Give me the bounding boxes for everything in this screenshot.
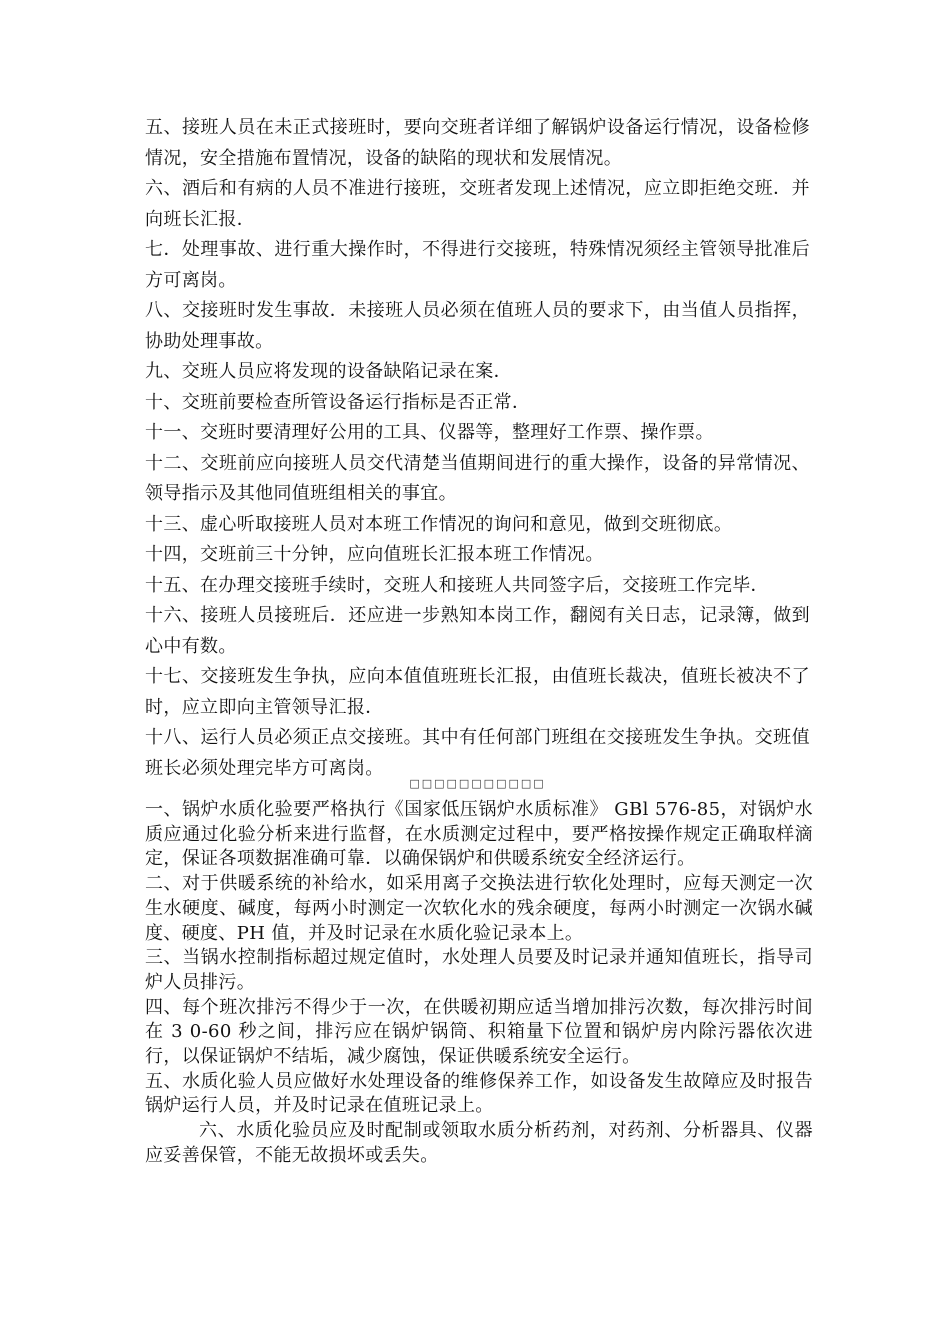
rule-paragraph: 八、交接班时发生事故．未接班人员必须在值班人员的要求下，由当值人员指挥，协助处理事故。 <box>145 300 810 352</box>
rule-paragraph: 九、交班人员应将发现的设备缺陷记录在案． <box>145 361 512 382</box>
rule-paragraph: 十五、在办理交接班手续时，交班人和接班人共同签字后，交接班工作完毕． <box>145 574 769 596</box>
rule-paragraph: 十、交班前要检查所管设备运行指标是否正常． <box>145 391 531 413</box>
rule-paragraph: 七．处理事故、进行重大操作时，不得进行交接班，特殊情况须经主管领导批准后方可离岗。 <box>145 239 810 291</box>
rule-paragraph: 四、每个班次排污不得少于一次，在供暖初期应适当增加排污次数，每次排污时间在 3 0-60 秒之间，排污应在锅炉锅筒、积箱量下位置和锅炉房内除污器依次进行，以保证锅炉不结垢，减少腐蚀，保证供暖系统安全运行。 <box>145 996 813 1068</box>
rule-paragraph: 一、锅炉水质化验要严格执行《国家低压锅炉水质标准》 GBl 576-85，对锅炉水质应通过化验分析来进行监督，在水质测定过程中，要严格按操作规定正确取样滴定，保证各项数据准确可靠．以确保锅炉和供暖系统安全经济运行。 <box>145 799 813 870</box>
rule-paragraph: 十八、运行人员必须正点交接班。其中有任何部门班组在交接班发生争执。交班值班长必须处理完毕方可离岗。 <box>145 727 810 779</box>
rule-paragraph: 六、酒后和有病的人员不准进行接班，交班者发现上述情况，应立即拒绝交班．并向班长汇报． <box>145 178 810 230</box>
rule-paragraph: 十二、交班前应向接班人员交代清楚当值期间进行的重大操作，设备的异常情况、领导指示及其他同值班组相关的事宜。 <box>145 452 810 504</box>
shift-handover-rules <box>145 113 810 784</box>
rule-paragraph: 三、当锅水控制指标超过规定值时，水处理人员要及时记录并通知值班长，指导司炉人员排污。 <box>145 947 813 993</box>
rule-paragraph: 十三、虚心听取接班人员对本班工作情况的询问和意见，做到交班彻底。 <box>145 513 733 535</box>
section-heading: □□□□□□□□□□□ <box>409 777 546 790</box>
rule-paragraph: 十一、交班时要清理好公用的工具、仪器等，整理好工作票、操作票。 <box>145 422 714 443</box>
rule-paragraph: 二、对于供暖系统的补给水，如采用离子交换法进行软化处理时，应每天测定一次生水硬度、碱度，每两小时测定一次软化水的残余硬度，每两小时测定一次锅水碱度、硬度、PH 值，并及时记录在水质化验记录本上。 <box>145 873 813 944</box>
rule-paragraph: 五、水质化验人员应做好水处理设备的维修保养工作，如设备发生故障应及时报告锅炉运行人员，并及时记录在值班记录上。 <box>145 1070 813 1117</box>
rule-paragraph: 十四，交班前三十分钟，应向值班长汇报本班工作情况。 <box>145 544 604 565</box>
rule-paragraph: 六、水质化验员应及时配制或领取水质分析药剂，对药剂、分析器具、仪器应妥善保管，不能无故损坏或丢失。 <box>145 1120 813 1166</box>
water-quality-rules <box>145 798 813 1169</box>
rule-paragraph: 五、接班人员在未正式接班时，要向交班者详细了解锅炉设备运行情况，设备检修情况，安全措施布置情况，设备的缺陷的现状和发展情况。 <box>145 117 810 169</box>
rule-paragraph: 十六、接班人员接班后．还应进一步熟知本岗工作，翻阅有关日志，记录簿，做到心中有数。 <box>145 605 810 657</box>
rule-paragraph: 十七、交接班发生争执，应向本值值班班长汇报，由值班长裁决，值班长被决不了时，应立即向主管领导汇报． <box>145 666 810 718</box>
